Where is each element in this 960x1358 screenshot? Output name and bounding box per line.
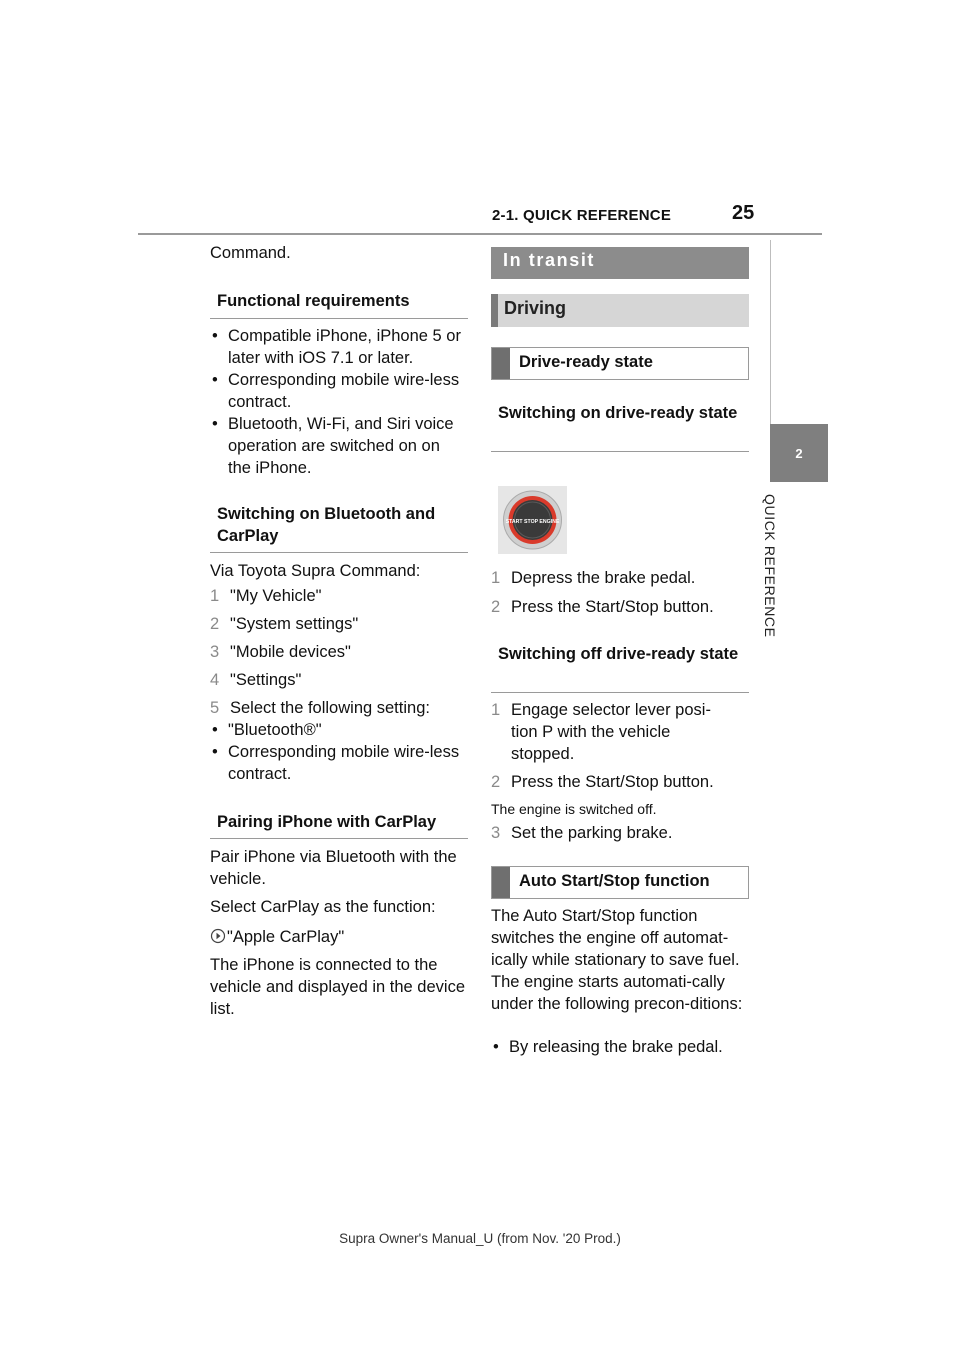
- heading-rule: [491, 451, 749, 452]
- step-number: 2: [210, 615, 220, 633]
- pairing-paragraph: Pair iPhone via Bluetooth with the vehicle.: [210, 848, 457, 888]
- chapter-tab-label: QUICK REFERENCE: [762, 494, 778, 638]
- step-number: 1: [491, 701, 501, 719]
- step-text: Depress the brake pedal.: [511, 569, 696, 587]
- auto-start-stop-title: Auto Start/Stop function: [519, 872, 710, 890]
- list-item: • Corresponding mobile wire-less contract.: [210, 741, 466, 785]
- step-item: [491, 567, 741, 589]
- intro-text: Command.: [210, 244, 291, 262]
- step-text: Press the Start/Stop button.: [511, 598, 714, 616]
- heading-rule: [210, 838, 468, 839]
- menu-item-text: "Apple CarPlay": [227, 928, 345, 946]
- setting-options-list: [210, 719, 466, 785]
- page-footer: Supra Owner's Manual_U (from Nov. '20 Prod.): [339, 1231, 621, 1246]
- chapter-tab-number: 2: [795, 446, 803, 461]
- step-number: 2: [491, 773, 501, 791]
- drive-ready-title: Drive-ready state: [519, 353, 653, 371]
- step-text: "System settings": [230, 615, 359, 633]
- step-number: 3: [210, 643, 220, 661]
- step-number: 4: [210, 671, 220, 689]
- switching-off-heading: Switching off drive-ready state: [498, 645, 739, 663]
- pairing-paragraph: The iPhone is connected to the vehicle and displayed in the device list.: [210, 956, 466, 1018]
- title-tab-marker: [492, 867, 510, 898]
- menu-item-row: [210, 926, 466, 948]
- list-item: • Bluetooth, Wi-Fi, and Siri voice operation are switched on on the iPhone.: [210, 413, 466, 479]
- subsection-title-bar: [491, 294, 749, 327]
- step-text: "Settings": [230, 671, 302, 689]
- drive-ready-title-box: [491, 347, 749, 380]
- step-number: 1: [210, 587, 220, 605]
- step-item: [491, 596, 741, 618]
- step-text: "My Vehicle": [230, 587, 322, 605]
- list-item: • By releasing the brake pedal.: [491, 1036, 753, 1058]
- step-text: Engage selector lever posi-tion P with the vehicle stopped.: [511, 701, 711, 763]
- header-rule: [138, 233, 822, 235]
- section-title: In transit: [503, 250, 596, 270]
- step-item: [491, 699, 731, 765]
- step-text: Press the Start/Stop button.: [511, 773, 714, 791]
- step-item: [210, 669, 301, 691]
- page-number: 25: [732, 202, 755, 224]
- step-item: [210, 697, 430, 719]
- step-item: [491, 771, 741, 793]
- section-header: 2-1. QUICK REFERENCE: [492, 207, 672, 224]
- step-text: "Mobile devices": [230, 643, 351, 661]
- functional-requirements-heading: Functional requirements: [217, 292, 410, 310]
- heading-rule: [210, 318, 468, 319]
- side-divider: [770, 240, 771, 424]
- step-number: 1: [491, 569, 501, 587]
- step-item: [210, 613, 358, 635]
- step-number: 2: [491, 598, 501, 616]
- note-text: The engine is switched off.: [491, 801, 657, 817]
- title-tab-marker: [492, 348, 510, 379]
- start-stop-button-icon: [498, 486, 567, 554]
- pairing-heading: Pairing iPhone with CarPlay: [217, 813, 437, 831]
- list-item: • "Bluetooth®": [210, 719, 466, 741]
- subsection-title: Driving: [504, 298, 567, 318]
- list-item: • Compatible iPhone, iPhone 5 or later with iOS 7.1 or later.: [210, 325, 466, 369]
- step-number: 3: [491, 824, 501, 842]
- requirements-list: [210, 325, 466, 479]
- pairing-paragraph: Select CarPlay as the function:: [210, 898, 436, 916]
- arrow-right-icon: [210, 928, 226, 944]
- heading-rule: [491, 692, 749, 693]
- step-text: Select the following setting:: [230, 699, 430, 717]
- preconditions-list: [491, 1036, 753, 1058]
- list-item: • Corresponding mobile wire-less contract.: [210, 369, 466, 413]
- start-stop-button-image: [498, 486, 567, 554]
- step-text: Set the parking brake.: [511, 824, 673, 842]
- switching-bluetooth-heading: Switching on Bluetooth and CarPlay: [217, 505, 436, 545]
- switching-on-heading: Switching on drive-ready state: [498, 404, 738, 422]
- step-item: [210, 585, 322, 607]
- step-item: [491, 822, 741, 844]
- auto-start-stop-title-box: [491, 866, 749, 899]
- section-title-bar: [491, 247, 749, 279]
- step-item: [210, 641, 351, 663]
- step-number: 5: [210, 699, 220, 717]
- heading-rule: [210, 552, 468, 553]
- via-command-text: Via Toyota Supra Command:: [210, 562, 421, 580]
- auto-start-stop-paragraph: The Auto Start/Stop function switches the engine off automat-ically while stationary to save fuel. The engine starts automati-cally under the following precon-ditions:: [491, 907, 743, 1013]
- start-stop-button-label: START STOP ENGINE: [505, 519, 560, 525]
